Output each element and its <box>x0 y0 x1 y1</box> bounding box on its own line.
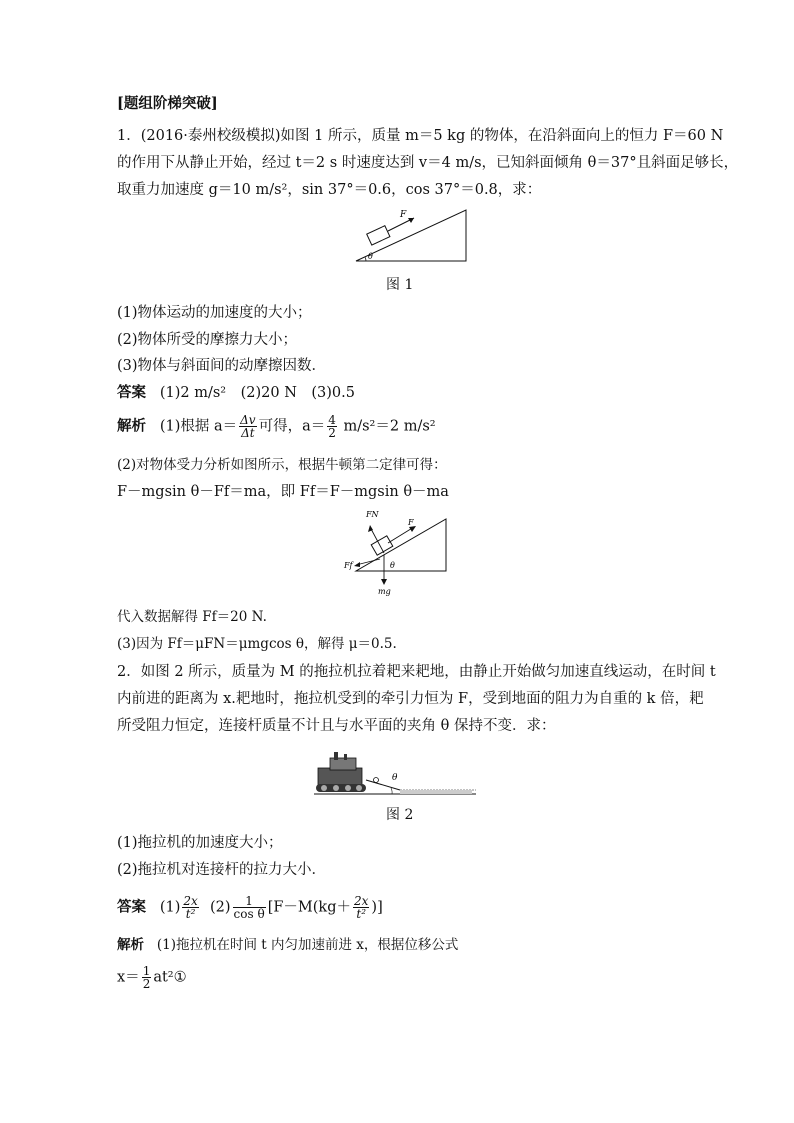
fig1-theta-label: θ <box>368 252 373 261</box>
q2-answer-part-1: (1) <box>159 899 181 916</box>
q2-analysis-1-text: (1)拖拉机在时间 t 内匀加速前进 x，根据位移公式 <box>156 937 459 953</box>
q2-formula-pre: x＝ <box>117 969 140 986</box>
q2-answer-part-4: )] <box>371 899 383 916</box>
q1-fraction-4-2 <box>327 414 337 439</box>
q2-formula-post: at²① <box>153 969 187 986</box>
q2-fraction-1-cos <box>233 895 266 920</box>
q1-answer-text: (1)2 m/s² (2)20 N (3)0.5 <box>159 385 355 401</box>
q1-analysis-4: 代入数据解得 Ff＝20 N. <box>117 609 267 625</box>
q2-answer-label: 答案 <box>117 898 146 916</box>
fraction-denominator: 2 <box>328 426 336 440</box>
q1-sub-2: (2)物体所受的摩擦力大小； <box>117 332 298 348</box>
figure-1-incline <box>350 205 470 265</box>
q1-analysis-3: F－mgsin θ－Ff＝ma，即 Ff＝F－mgsin θ－ma <box>117 484 449 500</box>
fig1-force-label: F <box>400 210 407 220</box>
q2-line-3: 所受阻力恒定，连接杆质量不计且与水平面的夹角 θ 保持不变．求： <box>117 718 556 734</box>
fraction-numerator: 2x <box>183 894 198 908</box>
q2-fraction-2x-t2-b <box>353 895 369 920</box>
q1-analysis-2: (2)对物体受力分析如图所示，根据牛顿第二定律可得： <box>117 457 447 473</box>
fig2-friction-label: Ff <box>344 561 353 570</box>
q1-analysis-1-post: m/s²＝2 m/s² <box>338 418 436 435</box>
fraction-denominator: cos θ <box>233 907 265 921</box>
q1-fraction-dv-dt <box>239 414 256 439</box>
figure-2-tractor <box>312 750 478 800</box>
q2-sub-2: (2)拖拉机对连接杆的拉力大小． <box>117 862 327 878</box>
q2-answer-part-3: [F－M(kg＋ <box>267 899 351 916</box>
fig2-weight-label: mg <box>378 587 391 596</box>
fig2-normal-force-label: FN <box>366 510 379 519</box>
q1-line-2: 的作用下从静止开始，经过 t＝2 s 时速度达到 v＝4 m/s，已知斜面倾角 θ＝37°且斜面足够长， <box>117 155 739 171</box>
q1-answer <box>117 383 355 403</box>
fraction-numerator: Δv <box>240 413 256 427</box>
q2-answer-part-2: (2) <box>210 899 231 916</box>
fraction-numerator: 4 <box>328 413 336 427</box>
fraction-numerator: 1 <box>233 895 266 908</box>
q2-fraction-1-2 <box>142 965 152 990</box>
fraction-denominator: Δt <box>241 426 255 440</box>
q1-analysis-1 <box>117 414 436 439</box>
q1-sub-1: (1)物体运动的加速度的大小； <box>117 305 312 321</box>
figure-force-diagram <box>340 505 455 597</box>
q1-line-1: 1．(2016·泰州校级模拟)如图 1 所示，质量 m＝5 kg 的物体，在沿斜面向上的恒力 F＝60 N <box>117 128 724 144</box>
q1-analysis-label: 解析 <box>117 417 146 435</box>
fig2-force-label: F <box>408 518 414 527</box>
q1-answer-label: 答案 <box>117 384 146 401</box>
q2-answer <box>117 895 383 920</box>
section-heading: [题组阶梯突破] <box>117 95 218 112</box>
q2-line-2: 内前进的距离为 x.耙地时，拖拉机受到的牵引力恒为 F，受到地面的阻力为自重的 k 倍，耙 <box>117 691 704 707</box>
q1-line-3: 取重力加速度 g＝10 m/s²，sin 37°＝0.6，cos 37°＝0.8，求： <box>117 182 542 198</box>
fraction-denominator: t² <box>356 907 367 921</box>
q2-fraction-2x-t2 <box>182 895 198 920</box>
figure-1-caption: 图 1 <box>386 277 414 293</box>
fraction-denominator: 2 <box>142 977 151 991</box>
fraction-numerator: 2x <box>354 894 369 908</box>
figure-2-caption: 图 2 <box>386 807 414 823</box>
fig-tractor-theta-label: θ <box>392 773 398 783</box>
q1-sub-3: (3)物体与斜面间的动摩擦因数． <box>117 358 327 374</box>
fig2-theta-label: θ <box>390 561 395 570</box>
q1-analysis-1-mid: 可得，a＝ <box>258 418 326 435</box>
fraction-denominator: t² <box>185 907 196 921</box>
q2-line-1: 2．如图 2 所示，质量为 M 的拖拉机拉着耙来耙地，由静止开始做匀加速直线运动，在时间 t <box>117 664 716 680</box>
q1-analysis-1-pre: (1)根据 a＝ <box>159 418 238 435</box>
q1-analysis-5: (3)因为 Ff＝μFN＝μmgcos θ，解得 μ＝0.5. <box>117 636 397 652</box>
q2-analysis-label: 解析 <box>117 937 144 953</box>
q2-formula <box>117 965 187 990</box>
fraction-numerator: 1 <box>142 964 151 978</box>
q2-analysis-1 <box>117 935 458 955</box>
q2-sub-1: (1)拖拉机的加速度大小； <box>117 835 283 851</box>
